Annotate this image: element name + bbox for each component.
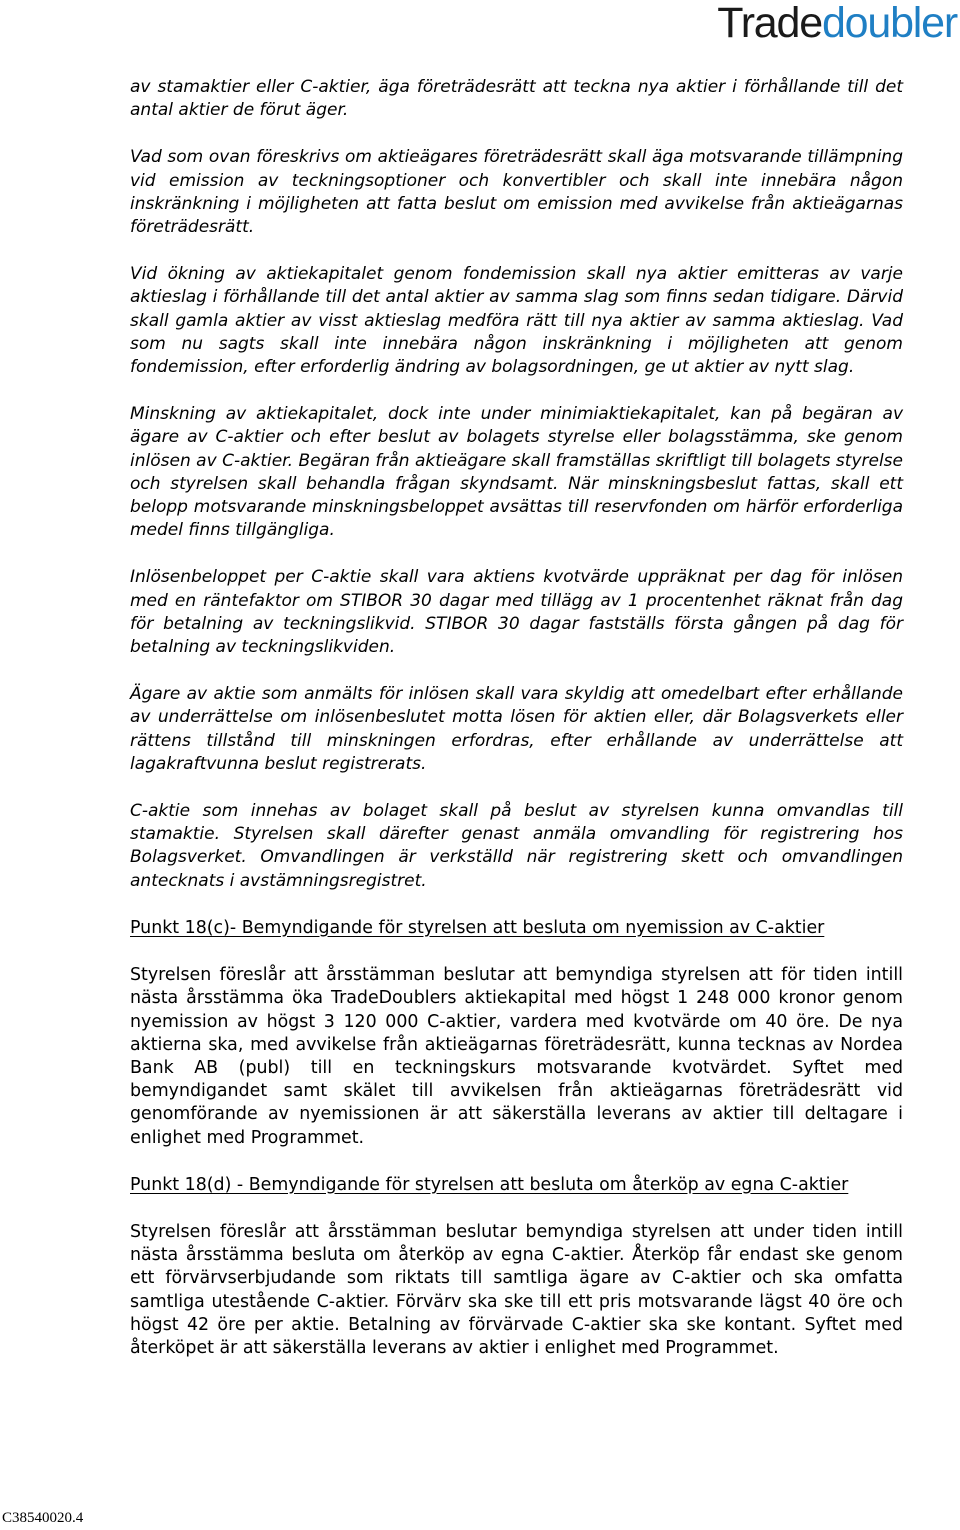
section-18d-heading: Punkt 18(d) - Bemyndigande för styrelsen att besluta om återköp av egna C-aktier	[130, 1174, 849, 1195]
paragraph-redemption-amount: Inlösenbeloppet per C-aktie skall vara aktiens kvotvärde uppräknat per dag för inlösen med en räntefaktor om STIBOR 30 dagar med tillägg av 1 procentenhet räknat från dag för betalning av teckningslikvid. STIBOR 30 dagar fastställs första gången på dag för betalning av teckningslikviden.	[130, 567, 903, 658]
section-18d-text: Styrelsen föreslår att årsstämman beslutar bemyndiga styrelsen att under tiden intill nästa årsstämma besluta om återköp av egna C-aktier. Återköp får endast ske genom ett förvärvserbjudande som riktats till samtliga ägare av C-aktier och ska omfatta samtliga utestående C-aktier. Förvärv ska ske till ett pris motsvarande lägst 40 öre och högst 42 öre per aktie. Betalning av förvärvade C-aktier ska ske kontant. Syftet med återköpet är att säkerställa leverans av aktier i enlighet med Programmet.	[130, 1221, 903, 1358]
logo-trade-text: Trade	[717, 0, 822, 47]
section-18c-heading: Punkt 18(c)- Bemyndigande för styrelsen att besluta om nyemission av C-aktier	[130, 917, 825, 938]
paragraph-capital-reduction: Minskning av aktiekapitalet, dock inte under minimiaktiekapitalet, kan på begäran av ägare av C-aktier och efter beslut av bolagets styrelse eller bolagsstämma, ske genom inlösen av C-aktier. Begäran från aktieägare skall framställas skriftligt till bolagets styrelse och styrelsen skall behandla frågan skyndsamt. När minskningsbeslut fattas, skall ett belopp motsvarande minskningsbeloppet avsättas till reservfonden om härför erforderliga medel finns tillgängliga.	[130, 404, 903, 541]
paragraph-preemption-continued: av stamaktier eller C-aktier, äga företrädesrätt att teckna nya aktier i förhållande till det antal aktier de förut äger.	[130, 77, 903, 121]
paragraph-conversion: C-aktie som innehas av bolaget skall på beslut av styrelsen kunna omvandlas till stamaktie. Styrelsen skall därefter genast anmäla omvandling för registrering hos Bolagsverket. Omvandlingen är verkställd när registrering skett och omvandlingen antecknats i avstämningsregistret.	[130, 801, 903, 891]
paragraph-bonus-issue: Vid ökning av aktiekapitalet genom fondemission skall nya aktier emitteras av varje aktieslag i förhållande till det antal aktier av samma slag som finns sedan tidigare. Därvid skall gamla aktier av visst aktieslag medföra rätt till nya aktier av samma aktieslag. Vad som nu sagts skall inte innebära någon inskränkning i möjligheten att genom fondemission, efter erforderlig ändring av bolagsordningen, ge ut aktier av nytt slag.	[130, 264, 903, 378]
tradedoubler-logo	[717, 2, 957, 45]
section-18c-text: Styrelsen föreslår att årsstämman beslutar att bemyndiga styrelsen att för tiden intill nästa årsstämma öka TradeDoublers aktiekapital med högst 1 248 000 kronor genom nyemission av högst 3 120 000 C-aktier, vardera med kvotvärde om 40 öre. De nya aktierna ska, med avvikelse från aktieägarnas företrädesrätt, kunna tecknas av Nordea Bank AB (publ) till en teckningskurs motsvarande kvotvärdet. Syftet med bemyndigandet samt skälet till avvikelsen från aktieägarnas företrädesrätt vid genomförande av nyemissionen är att säkerställa leverans av aktier till deltagare i enlighet med Programmet.	[130, 965, 903, 1148]
paragraph-redemption-owners: Ägare av aktie som anmälts för inlösen skall vara skyldig att omedelbart efter erhållande av underrättelse om inlösenbeslutet motta lösen för aktien eller, där Bolagsverkets eller rättens tillstånd till minskningen erfordras, efter erhållande av underrättelse att lagakraftvunna beslut registrerats.	[130, 684, 903, 774]
document-id: C38540020.4	[2, 1510, 84, 1526]
logo-doubler-text: doubler	[821, 0, 957, 47]
paragraph-warrants-convertibles: Vad som ovan föreskrivs om aktieägares företrädesrätt skall äga motsvarande tillämpning vid emission av teckningsoptioner och konvertibler och skall inte innebära någon inskränkning i möjligheten att fatta beslut om emission med avvikelse från aktieägarnas företrädesrätt.	[130, 147, 903, 238]
document-body	[130, 76, 903, 1384]
